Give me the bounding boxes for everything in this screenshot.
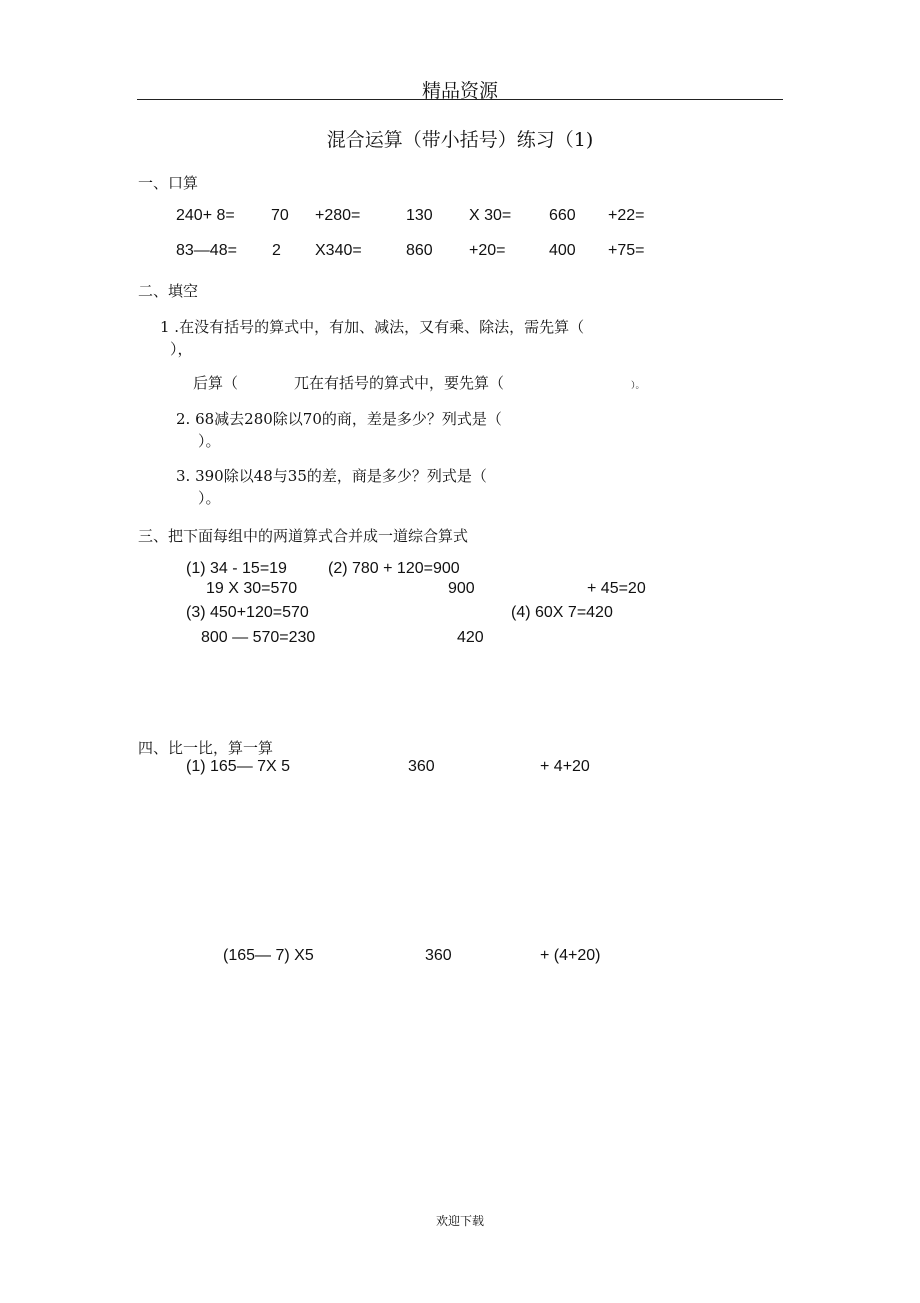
calc-item: +75= [608, 242, 645, 259]
calc-item: X 30= [469, 207, 512, 224]
calc-item: +20= [469, 242, 506, 259]
calc-item: +22= [608, 207, 645, 224]
group4-expr2: 420 [457, 629, 484, 646]
question1-line1: 1 .在没有括号的算式中，有加、减法，又有乘、除法，需先算（ [160, 318, 585, 336]
question1-line3c: ）。 [631, 381, 645, 391]
section1-heading: 一、口算 [138, 174, 199, 192]
calc-item: 70 [271, 207, 289, 224]
section2-heading: 二、填空 [138, 282, 199, 300]
question2-line1: 2. 68减去280除以70的商，差是多少？列式是（ [176, 410, 502, 428]
group1-expr2: 19 X 30=570 [206, 580, 298, 597]
calc-item: 130 [406, 207, 433, 224]
section3-heading: 三、把下面每组中的两道算式合并成一道综合算式 [138, 527, 469, 545]
group2-expr2b: + 45=20 [587, 580, 646, 597]
group4-expr1: (4) 60X 7=420 [511, 604, 613, 621]
group2-expr1: (2) 780 + 120=900 [328, 560, 460, 577]
group3-expr1: (3) 450+120=570 [186, 604, 309, 621]
calc-item: 2 [272, 242, 281, 259]
calc-item: 83—48= [176, 242, 237, 259]
group1-expr1: (1) 34 - 15=19 [186, 560, 287, 577]
question3-line1: 3. 390除以48与35的差，商是多少？列式是（ [176, 467, 487, 485]
compare-expr: 360 [425, 947, 452, 964]
compare-expr: + (4+20) [540, 947, 601, 964]
header-rule [137, 99, 783, 100]
calc-item: X340= [315, 242, 362, 259]
compare-expr: 360 [408, 758, 435, 775]
question1-line3b: 兀在有括号的算式中，要先算（ [294, 374, 505, 392]
page-header: 精品资源 [421, 80, 498, 102]
question2-line2: ）。 [198, 432, 221, 450]
question1-line2: ）， [170, 340, 193, 358]
section4-heading: 四、比一比，算一算 [138, 739, 274, 757]
compare-expr: (1) 165— 7X 5 [186, 758, 291, 775]
group2-expr2a: 900 [448, 580, 475, 597]
calc-item: 860 [406, 242, 433, 259]
page-footer: 欢迎下载 [435, 1214, 484, 1228]
group3-expr2: 800 — 570=230 [201, 629, 316, 646]
compare-expr: (165— 7) X5 [223, 947, 314, 964]
compare-expr: + 4+20 [540, 758, 590, 775]
question1-line3a: 后算（ [193, 374, 239, 392]
page-title: 混合运算（带小括号）练习（1) [326, 129, 594, 151]
calc-item: 240+ 8= [176, 207, 235, 224]
calc-item: 660 [549, 207, 576, 224]
calc-item: 400 [549, 242, 576, 259]
question3-line2: ）。 [198, 489, 221, 507]
calc-item: +280= [315, 207, 361, 224]
